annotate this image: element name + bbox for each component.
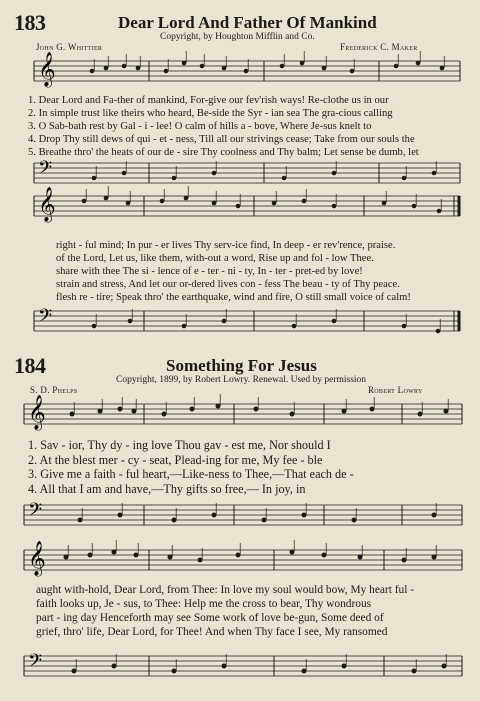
note-head: [222, 664, 227, 669]
note-head: [262, 518, 267, 523]
note-head: [394, 64, 399, 69]
verse-block: [56, 239, 411, 304]
note-head: [112, 664, 117, 669]
lyric-line: 5. Breathe thro' the heats of our de - sire Thy coolness and Thy balm; Let sense be dumb, let: [28, 147, 419, 158]
note-head: [290, 550, 295, 555]
note-head: [92, 324, 97, 329]
note-head: [292, 324, 297, 329]
note-head: [432, 555, 437, 560]
note-head: [416, 61, 421, 66]
note-head: [200, 64, 205, 69]
lyric-line: of the Lord, Let us, like them, with-out a word, Rise up and fol - low Thee.: [56, 253, 374, 264]
note-head: [112, 550, 117, 555]
composer: Frederick C. Maker: [340, 42, 418, 52]
svg-text:𝄞: 𝄞: [28, 541, 46, 576]
note-head: [104, 66, 109, 71]
bass-staff: [24, 497, 464, 529]
note-head: [64, 555, 69, 560]
note-head: [172, 176, 177, 181]
lyric-line: 3. O Sab-bath rest by Gal - i - lee! O calm of hills a - bove, Where Je-sus knelt to: [28, 121, 372, 132]
note-head: [402, 324, 407, 329]
note-head: [332, 319, 337, 324]
note-head: [162, 412, 167, 417]
note-head: [302, 199, 307, 204]
lyric-line: part - ing day Henceforth may see Some work of love be-gun, Some deed of: [36, 612, 384, 624]
note-head: [342, 409, 347, 414]
note-head: [212, 201, 217, 206]
note-head: [172, 669, 177, 674]
treble-clef-icon: [28, 395, 46, 431]
note-head: [437, 209, 442, 214]
note-head: [70, 412, 75, 417]
note-head: [122, 64, 127, 69]
lyric-line: strain and stress, And let our or-dered lives con - fess The beau - ty of Thy peace.: [56, 279, 400, 290]
copyright: Copyright, by Houghton Mifflin and Co.: [160, 32, 315, 42]
treble-staff: [34, 52, 462, 87]
note-head: [92, 176, 97, 181]
svg-text:𝄢: 𝄢: [38, 306, 53, 331]
note-head: [322, 553, 327, 558]
note-head: [90, 69, 95, 74]
note-head: [432, 171, 437, 176]
note-head: [442, 664, 447, 669]
note-head: [280, 64, 285, 69]
note-head: [418, 412, 423, 417]
note-head: [236, 204, 241, 209]
bass-clef-icon: [38, 306, 52, 331]
lyric-line: 4. All that I am and have,—Thy gifts so free,— In joy, in: [28, 481, 306, 496]
note-head: [184, 196, 189, 201]
note-head: [290, 412, 295, 417]
note-head: [432, 513, 437, 518]
svg-text:𝄢: 𝄢: [38, 158, 53, 183]
bass-clef-icon: [28, 651, 42, 676]
note-head: [302, 513, 307, 518]
note-head: [134, 553, 139, 558]
note-head: [358, 555, 363, 560]
note-head: [412, 204, 417, 209]
note-head: [216, 404, 221, 409]
note-head: [172, 518, 177, 523]
note-head: [350, 69, 355, 74]
composer: Robert Lowry: [368, 385, 423, 395]
note-head: [82, 199, 87, 204]
svg-text:𝄞: 𝄞: [28, 395, 46, 430]
note-head: [254, 407, 259, 412]
verse-block: [28, 94, 419, 159]
svg-text:𝄞: 𝄞: [38, 187, 56, 222]
lyric-line: 2. In simple trust like theirs who heard, Be-side the Syr - ian sea The gra-cious calling: [28, 108, 393, 119]
lyric-line: 3. Give me a faith - ful heart,—Like-ness to Thee,—That each de -: [28, 467, 354, 481]
bass-staff: [34, 157, 462, 187]
lyric-line: aught with-hold, Dear Lord, from Thee: In love my soul would bow, My heart ful -: [36, 584, 415, 596]
note-head: [402, 558, 407, 563]
note-head: [168, 555, 173, 560]
note-head: [412, 669, 417, 674]
bass-clef-icon: [38, 158, 52, 183]
bass-clef-icon: [28, 500, 42, 525]
note-head: [236, 553, 241, 558]
note-head: [190, 407, 195, 412]
note-head: [402, 176, 407, 181]
note-head: [352, 518, 357, 523]
note-head: [212, 513, 217, 518]
note-head: [198, 558, 203, 563]
hymn-number: 184: [14, 353, 46, 378]
treble-clef-icon: [38, 187, 56, 223]
lyric-line: grief, thro' life, Dear Lord, for Thee! And when Thy face I see, My ransomed: [36, 626, 388, 638]
note-head: [136, 66, 141, 71]
lyric-line: 1. Dear Lord and Fa-ther of mankind, For-give our fev'rish ways! Re-clothe us in our: [28, 95, 389, 106]
note-head: [98, 409, 103, 414]
copyright: Copyright, 1899, by Robert Lowry. Renewal. Used by permission: [116, 375, 367, 385]
treble-staff: [24, 542, 464, 574]
treble-staff: [34, 187, 462, 222]
note-head: [118, 407, 123, 412]
svg-text:𝄢: 𝄢: [28, 651, 43, 676]
hymn-title: Dear Lord And Father Of Mankind: [118, 13, 377, 32]
note-head: [122, 171, 127, 176]
note-head: [444, 409, 449, 414]
note-head: [78, 518, 83, 523]
lyric-line: share with thee The si - lence of e - ter - ni - ty, In - ter - pret-ed by love!: [56, 266, 363, 277]
note-head: [322, 66, 327, 71]
note-head: [300, 61, 305, 66]
note-head: [126, 201, 131, 206]
lyric-line: 2. At the blest mer - cy - seat, Plead-ing for me, My fee - ble: [28, 452, 323, 467]
svg-text:𝄢: 𝄢: [28, 500, 43, 525]
hymn-number: 183: [14, 10, 46, 35]
treble-staff: [24, 396, 464, 428]
note-head: [222, 66, 227, 71]
note-head: [118, 513, 123, 518]
note-head: [212, 171, 217, 176]
note-head: [342, 664, 347, 669]
verse-block: [36, 583, 414, 639]
note-head: [302, 669, 307, 674]
note-head: [272, 201, 277, 206]
lyric-line: 1. Sav - ior, Thy dy - ing love Thou gav - est me, Nor should I: [28, 438, 331, 452]
note-head: [128, 319, 133, 324]
note-head: [370, 407, 375, 412]
lyric-line: right - ful mind; In pur - er lives Thy serv-ice find, In deep - er rev'rence, praise.: [56, 240, 396, 251]
bass-staff: [24, 648, 464, 680]
note-head: [160, 199, 165, 204]
note-head: [104, 196, 109, 201]
author: John G. Whittier: [36, 42, 103, 52]
lyric-line: flesh re - tire; Speak thro' the earthquake, wind and fire, O still small voice of calm!: [56, 292, 411, 303]
author: S. D. Phelps: [30, 385, 78, 395]
verse-block: [28, 438, 354, 496]
note-head: [132, 409, 137, 414]
treble-clef-icon: [28, 541, 46, 577]
note-head: [282, 176, 287, 181]
lyric-line: faith looks up, Je - sus, to Thee: Help me the cross to bear, Thy wondrous: [36, 598, 372, 610]
note-head: [244, 69, 249, 74]
hymn-title: Something For Jesus: [166, 356, 317, 375]
note-head: [222, 319, 227, 324]
note-head: [72, 669, 77, 674]
note-head: [182, 324, 187, 329]
svg-text:𝄞: 𝄞: [38, 52, 56, 87]
note-head: [436, 329, 441, 334]
note-head: [182, 61, 187, 66]
treble-clef-icon: [38, 52, 56, 88]
lyric-line: 4. Drop Thy still dews of qui - et - ness, Till all our strivings cease; Take from our souls the: [28, 134, 415, 145]
note-head: [440, 66, 445, 71]
note-head: [382, 201, 387, 206]
bass-staff: [34, 305, 462, 335]
note-head: [332, 171, 337, 176]
note-head: [164, 69, 169, 74]
note-head: [332, 204, 337, 209]
note-head: [88, 553, 93, 558]
